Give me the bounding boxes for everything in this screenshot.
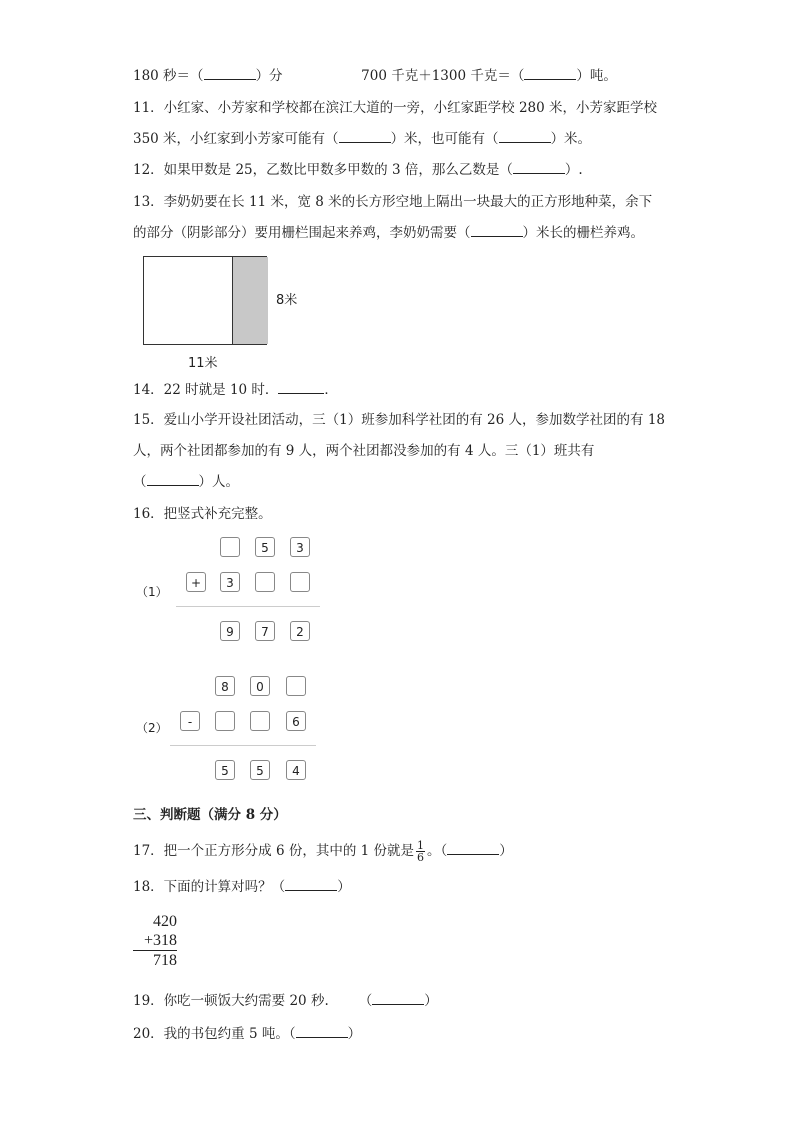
- height-label: 8米: [276, 293, 298, 308]
- digit-box[interactable]: 7: [255, 621, 275, 641]
- answer-blank[interactable]: [513, 161, 565, 174]
- vertical-calculation: [133, 912, 177, 970]
- answer-blank[interactable]: [372, 992, 424, 1005]
- answer-blank[interactable]: [296, 1025, 348, 1038]
- rectangle-figure: [143, 256, 267, 345]
- digit-box[interactable]: 6: [286, 711, 306, 731]
- fraction-one-sixth: $\frac{1}{6}$: [417, 839, 425, 864]
- answer-blank[interactable]: [204, 67, 256, 80]
- digit-box[interactable]: [286, 676, 306, 696]
- sum-line: [176, 606, 320, 607]
- operator-minus: -: [180, 711, 200, 731]
- digit-box[interactable]: [220, 537, 240, 557]
- digit-box[interactable]: 8: [215, 676, 235, 696]
- width-label: 11米: [188, 356, 218, 371]
- digit-box[interactable]: 3: [220, 572, 240, 592]
- problem-2-label: （2）: [136, 721, 168, 735]
- digit-box[interactable]: 5: [255, 537, 275, 557]
- question-16: 16．把竖式补充完整。: [133, 506, 272, 522]
- digit-box[interactable]: 2: [290, 621, 310, 641]
- answer-blank[interactable]: [524, 67, 576, 80]
- digit-box[interactable]: [250, 711, 270, 731]
- answer-blank[interactable]: [499, 130, 551, 143]
- operator-plus: +: [186, 572, 206, 592]
- difference-line: [170, 745, 316, 746]
- shaded-region: [232, 257, 268, 344]
- digit-box[interactable]: [290, 572, 310, 592]
- question-15-line1: 15．爱山小学开设社团活动，三（1）班参加科学社团的有 26 人，参加数学社团的有 18: [133, 412, 665, 428]
- question-11-line1: 11．小红家、小芳家和学校都在滨江大道的一旁，小红家距学校 280 米，小芳家距学校: [133, 100, 658, 116]
- answer-blank[interactable]: [471, 224, 523, 237]
- question-10-line: 180 秒＝（ ）分 700 千克＋1300 千克＝（ ）吨。: [133, 68, 617, 84]
- answer-blank[interactable]: [278, 381, 324, 394]
- digit-box[interactable]: 0: [250, 676, 270, 696]
- digit-box[interactable]: 5: [250, 760, 270, 780]
- question-17: 17．把一个正方形分成 6 份，其中的 1 份就是 $\frac{1}{6}$ 。（ ）: [133, 839, 513, 864]
- answer-blank[interactable]: [447, 842, 499, 855]
- answer-blank[interactable]: [339, 130, 391, 143]
- answer-blank[interactable]: [147, 473, 199, 486]
- question-14: 14．22 时就是 10 时． ．: [133, 382, 338, 398]
- digit-box[interactable]: 9: [220, 621, 240, 641]
- digit-box[interactable]: [255, 572, 275, 592]
- question-11-line2: 350 米，小红家到小芳家可能有（ ）米，也可能有（ ）米。: [133, 131, 592, 147]
- digit-box[interactable]: 5: [215, 760, 235, 780]
- answer-blank[interactable]: [285, 878, 337, 891]
- question-19: 19．你吃一顿饭大约需要 20 秒. （ ）: [133, 993, 438, 1009]
- digit-box[interactable]: [215, 711, 235, 731]
- calc-addend: +318: [133, 931, 177, 951]
- section-title: 三、判断题（满分 8 分）: [133, 807, 287, 823]
- question-13-line2: 的部分（阴影部分）要用栅栏围起来养鸡，李奶奶需要（ ）米长的栅栏养鸡。: [133, 225, 644, 241]
- question-15-line3: （ ）人。: [133, 474, 239, 490]
- digit-box[interactable]: 3: [290, 537, 310, 557]
- question-13-line1: 13．李奶奶要在长 11 米，宽 8 米的长方形空地上隔出一块最大的正方形地种菜，余下: [133, 194, 653, 210]
- question-12: 12．如果甲数是 25，乙数比甲数多甲数的 3 倍，那么乙数是（ ）.: [133, 162, 583, 178]
- digit-box[interactable]: 4: [286, 760, 306, 780]
- question-18: 18．下面的计算对吗？（ ）: [133, 879, 351, 895]
- question-20: 20．我的书包约重 5 吨。（ ）: [133, 1026, 362, 1042]
- problem-1-label: （1）: [136, 585, 168, 599]
- calc-result: 718: [153, 952, 177, 969]
- question-15-line2: 人，两个社团都参加的有 9 人，两个社团都没参加的有 4 人。三（1）班共有: [133, 443, 595, 459]
- calc-top: 420: [153, 913, 177, 930]
